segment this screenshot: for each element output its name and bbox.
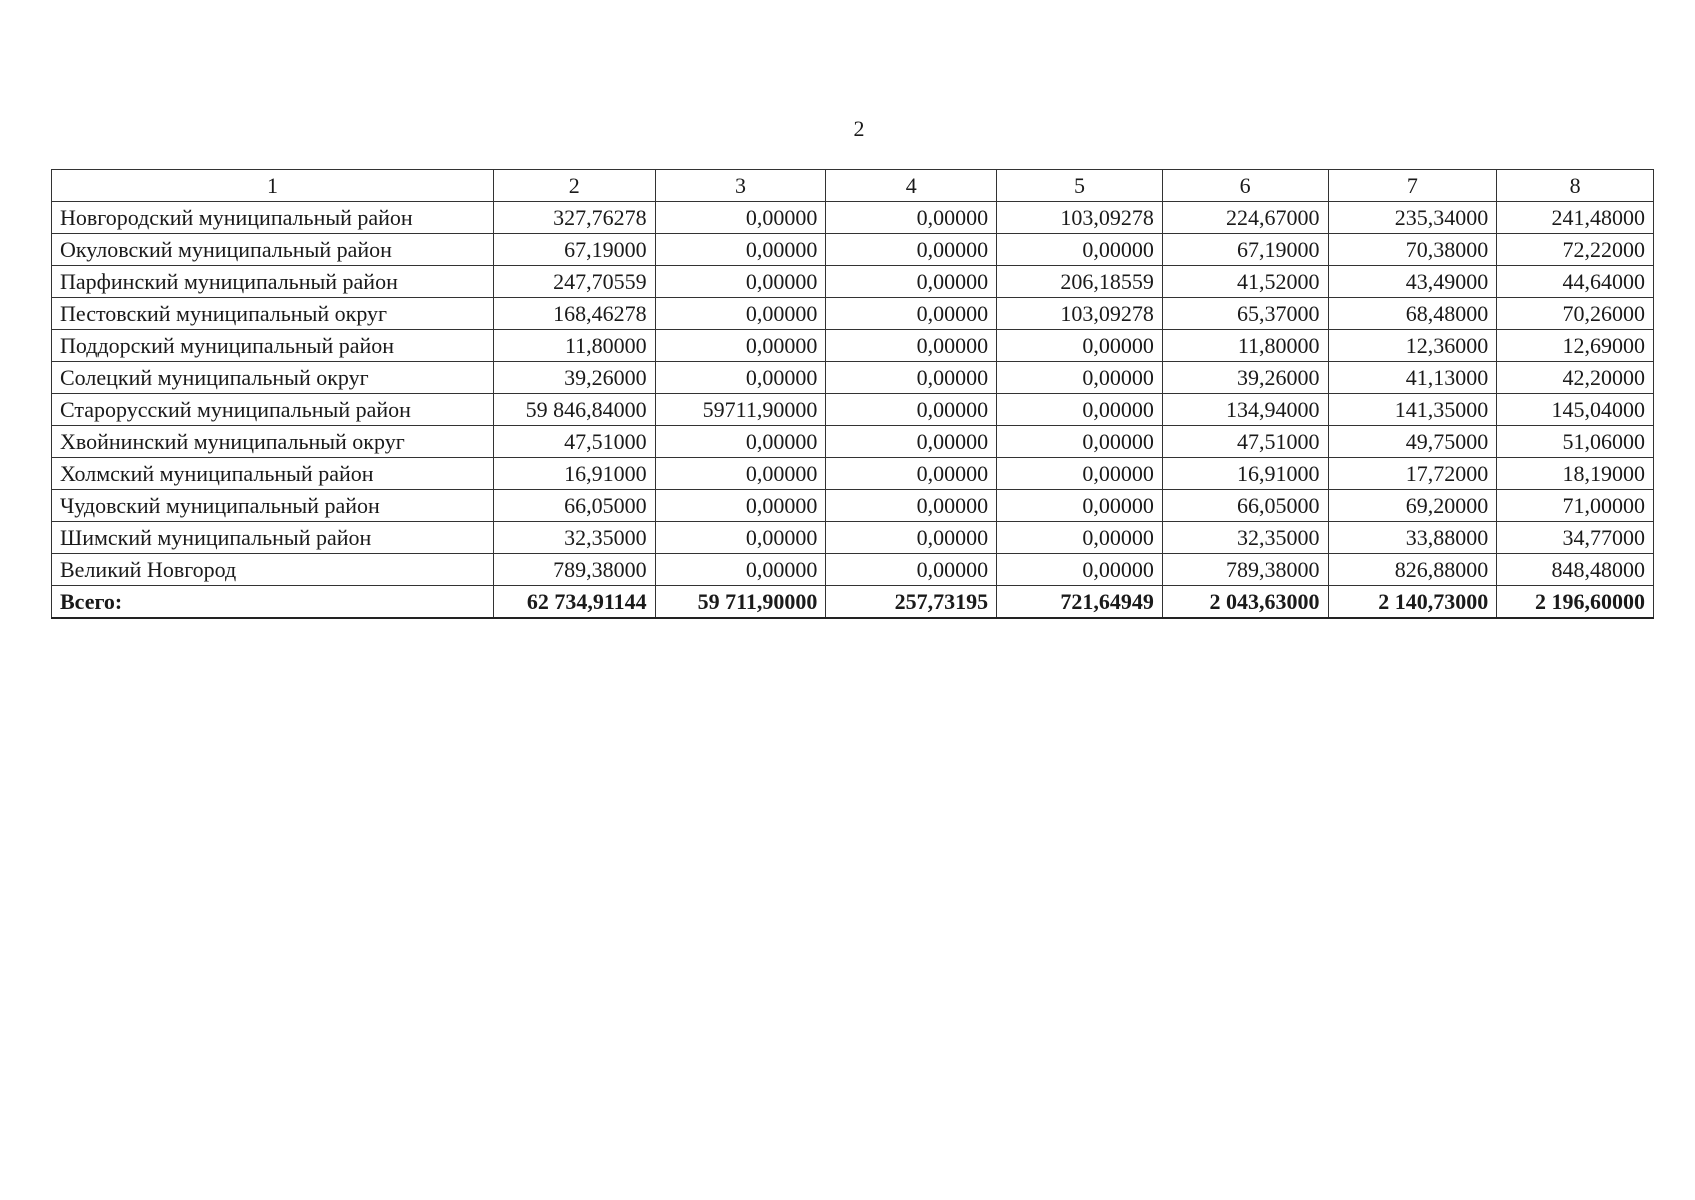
- value-cell: 41,52000: [1162, 266, 1328, 298]
- data-table: [51, 169, 1654, 619]
- column-header: 8: [1497, 170, 1654, 202]
- value-cell: 0,00000: [997, 490, 1163, 522]
- table-row: [52, 458, 1654, 490]
- value-cell: 0,00000: [997, 522, 1163, 554]
- total-label: Всего:: [52, 586, 494, 619]
- value-cell: 33,88000: [1328, 522, 1497, 554]
- column-header: 7: [1328, 170, 1497, 202]
- table-row: [52, 522, 1654, 554]
- value-cell: 168,46278: [493, 298, 655, 330]
- value-cell: 103,09278: [997, 298, 1163, 330]
- value-cell: 0,00000: [997, 394, 1163, 426]
- value-cell: 134,94000: [1162, 394, 1328, 426]
- total-value-cell: 59 711,90000: [655, 586, 826, 619]
- table-row: [52, 554, 1654, 586]
- value-cell: 12,36000: [1328, 330, 1497, 362]
- value-cell: 327,76278: [493, 202, 655, 234]
- page-number: 2: [853, 116, 865, 141]
- value-cell: 0,00000: [826, 458, 997, 490]
- value-cell: 59711,90000: [655, 394, 826, 426]
- value-cell: 0,00000: [826, 202, 997, 234]
- value-cell: 145,04000: [1497, 394, 1654, 426]
- total-value-cell: 257,73195: [826, 586, 997, 619]
- value-cell: 16,91000: [493, 458, 655, 490]
- value-cell: 0,00000: [826, 490, 997, 522]
- table-row: [52, 394, 1654, 426]
- value-cell: 0,00000: [655, 522, 826, 554]
- value-cell: 0,00000: [826, 394, 997, 426]
- district-name-cell: Новгородский муниципальный район: [52, 202, 494, 234]
- district-name-cell: Холмский муниципальный район: [52, 458, 494, 490]
- value-cell: 39,26000: [1162, 362, 1328, 394]
- total-value-cell: 2 043,63000: [1162, 586, 1328, 619]
- value-cell: 49,75000: [1328, 426, 1497, 458]
- value-cell: 41,13000: [1328, 362, 1497, 394]
- value-cell: 0,00000: [655, 426, 826, 458]
- value-cell: 241,48000: [1497, 202, 1654, 234]
- value-cell: 17,72000: [1328, 458, 1497, 490]
- column-header: 3: [655, 170, 826, 202]
- value-cell: 72,22000: [1497, 234, 1654, 266]
- value-cell: 0,00000: [997, 362, 1163, 394]
- district-name-cell: Хвойнинский муниципальный округ: [52, 426, 494, 458]
- column-header: 1: [52, 170, 494, 202]
- value-cell: 0,00000: [655, 202, 826, 234]
- value-cell: 0,00000: [655, 362, 826, 394]
- value-cell: 47,51000: [493, 426, 655, 458]
- value-cell: 11,80000: [493, 330, 655, 362]
- table-row: [52, 202, 1654, 234]
- district-name-cell: Старорусский муниципальный район: [52, 394, 494, 426]
- value-cell: 39,26000: [493, 362, 655, 394]
- value-cell: 11,80000: [1162, 330, 1328, 362]
- value-cell: 826,88000: [1328, 554, 1497, 586]
- total-value-cell: 2 140,73000: [1328, 586, 1497, 619]
- value-cell: 67,19000: [1162, 234, 1328, 266]
- value-cell: 141,35000: [1328, 394, 1497, 426]
- value-cell: 66,05000: [1162, 490, 1328, 522]
- value-cell: 0,00000: [655, 234, 826, 266]
- district-name-cell: Парфинский муниципальный район: [52, 266, 494, 298]
- total-value-cell: 721,64949: [997, 586, 1163, 619]
- value-cell: 0,00000: [997, 458, 1163, 490]
- value-cell: 43,49000: [1328, 266, 1497, 298]
- table-row: [52, 426, 1654, 458]
- district-name-cell: Великий Новгород: [52, 554, 494, 586]
- value-cell: 0,00000: [826, 522, 997, 554]
- total-value-cell: 2 196,60000: [1497, 586, 1654, 619]
- value-cell: 42,20000: [1497, 362, 1654, 394]
- value-cell: 789,38000: [1162, 554, 1328, 586]
- value-cell: 0,00000: [826, 298, 997, 330]
- district-name-cell: Окуловский муниципальный район: [52, 234, 494, 266]
- district-name-cell: Солецкий муниципальный округ: [52, 362, 494, 394]
- table-row: [52, 490, 1654, 522]
- column-header: 4: [826, 170, 997, 202]
- value-cell: 59 846,84000: [493, 394, 655, 426]
- district-name-cell: Шимский муниципальный район: [52, 522, 494, 554]
- table-row: [52, 266, 1654, 298]
- column-header: 6: [1162, 170, 1328, 202]
- table-row: [52, 234, 1654, 266]
- value-cell: 51,06000: [1497, 426, 1654, 458]
- total-row: [52, 586, 1654, 619]
- table-row: [52, 362, 1654, 394]
- value-cell: 69,20000: [1328, 490, 1497, 522]
- value-cell: 47,51000: [1162, 426, 1328, 458]
- value-cell: 66,05000: [493, 490, 655, 522]
- value-cell: 0,00000: [997, 554, 1163, 586]
- value-cell: 0,00000: [997, 330, 1163, 362]
- value-cell: 68,48000: [1328, 298, 1497, 330]
- value-cell: 0,00000: [826, 330, 997, 362]
- table-row: [52, 298, 1654, 330]
- value-cell: 0,00000: [826, 426, 997, 458]
- value-cell: 70,26000: [1497, 298, 1654, 330]
- header-row: [52, 170, 1654, 202]
- value-cell: 67,19000: [493, 234, 655, 266]
- value-cell: 18,19000: [1497, 458, 1654, 490]
- value-cell: 0,00000: [655, 458, 826, 490]
- district-name-cell: Пестовский муниципальный округ: [52, 298, 494, 330]
- value-cell: 224,67000: [1162, 202, 1328, 234]
- value-cell: 235,34000: [1328, 202, 1497, 234]
- value-cell: 206,18559: [997, 266, 1163, 298]
- value-cell: 0,00000: [655, 330, 826, 362]
- value-cell: 34,77000: [1497, 522, 1654, 554]
- value-cell: 0,00000: [655, 554, 826, 586]
- value-cell: 247,70559: [493, 266, 655, 298]
- table-row: [52, 330, 1654, 362]
- total-value-cell: 62 734,91144: [493, 586, 655, 619]
- value-cell: 0,00000: [826, 266, 997, 298]
- value-cell: 0,00000: [826, 362, 997, 394]
- column-header: 2: [493, 170, 655, 202]
- value-cell: 0,00000: [826, 234, 997, 266]
- district-name-cell: Поддорский муниципальный район: [52, 330, 494, 362]
- district-name-cell: Чудовский муниципальный район: [52, 490, 494, 522]
- value-cell: 44,64000: [1497, 266, 1654, 298]
- value-cell: 0,00000: [997, 426, 1163, 458]
- value-cell: 0,00000: [655, 298, 826, 330]
- value-cell: 103,09278: [997, 202, 1163, 234]
- value-cell: 0,00000: [826, 554, 997, 586]
- value-cell: 70,38000: [1328, 234, 1497, 266]
- value-cell: 12,69000: [1497, 330, 1654, 362]
- value-cell: 32,35000: [1162, 522, 1328, 554]
- value-cell: 789,38000: [493, 554, 655, 586]
- column-header: 5: [997, 170, 1163, 202]
- value-cell: 16,91000: [1162, 458, 1328, 490]
- value-cell: 848,48000: [1497, 554, 1654, 586]
- value-cell: 0,00000: [655, 266, 826, 298]
- value-cell: 65,37000: [1162, 298, 1328, 330]
- value-cell: 32,35000: [493, 522, 655, 554]
- value-cell: 0,00000: [655, 490, 826, 522]
- value-cell: 0,00000: [997, 234, 1163, 266]
- value-cell: 71,00000: [1497, 490, 1654, 522]
